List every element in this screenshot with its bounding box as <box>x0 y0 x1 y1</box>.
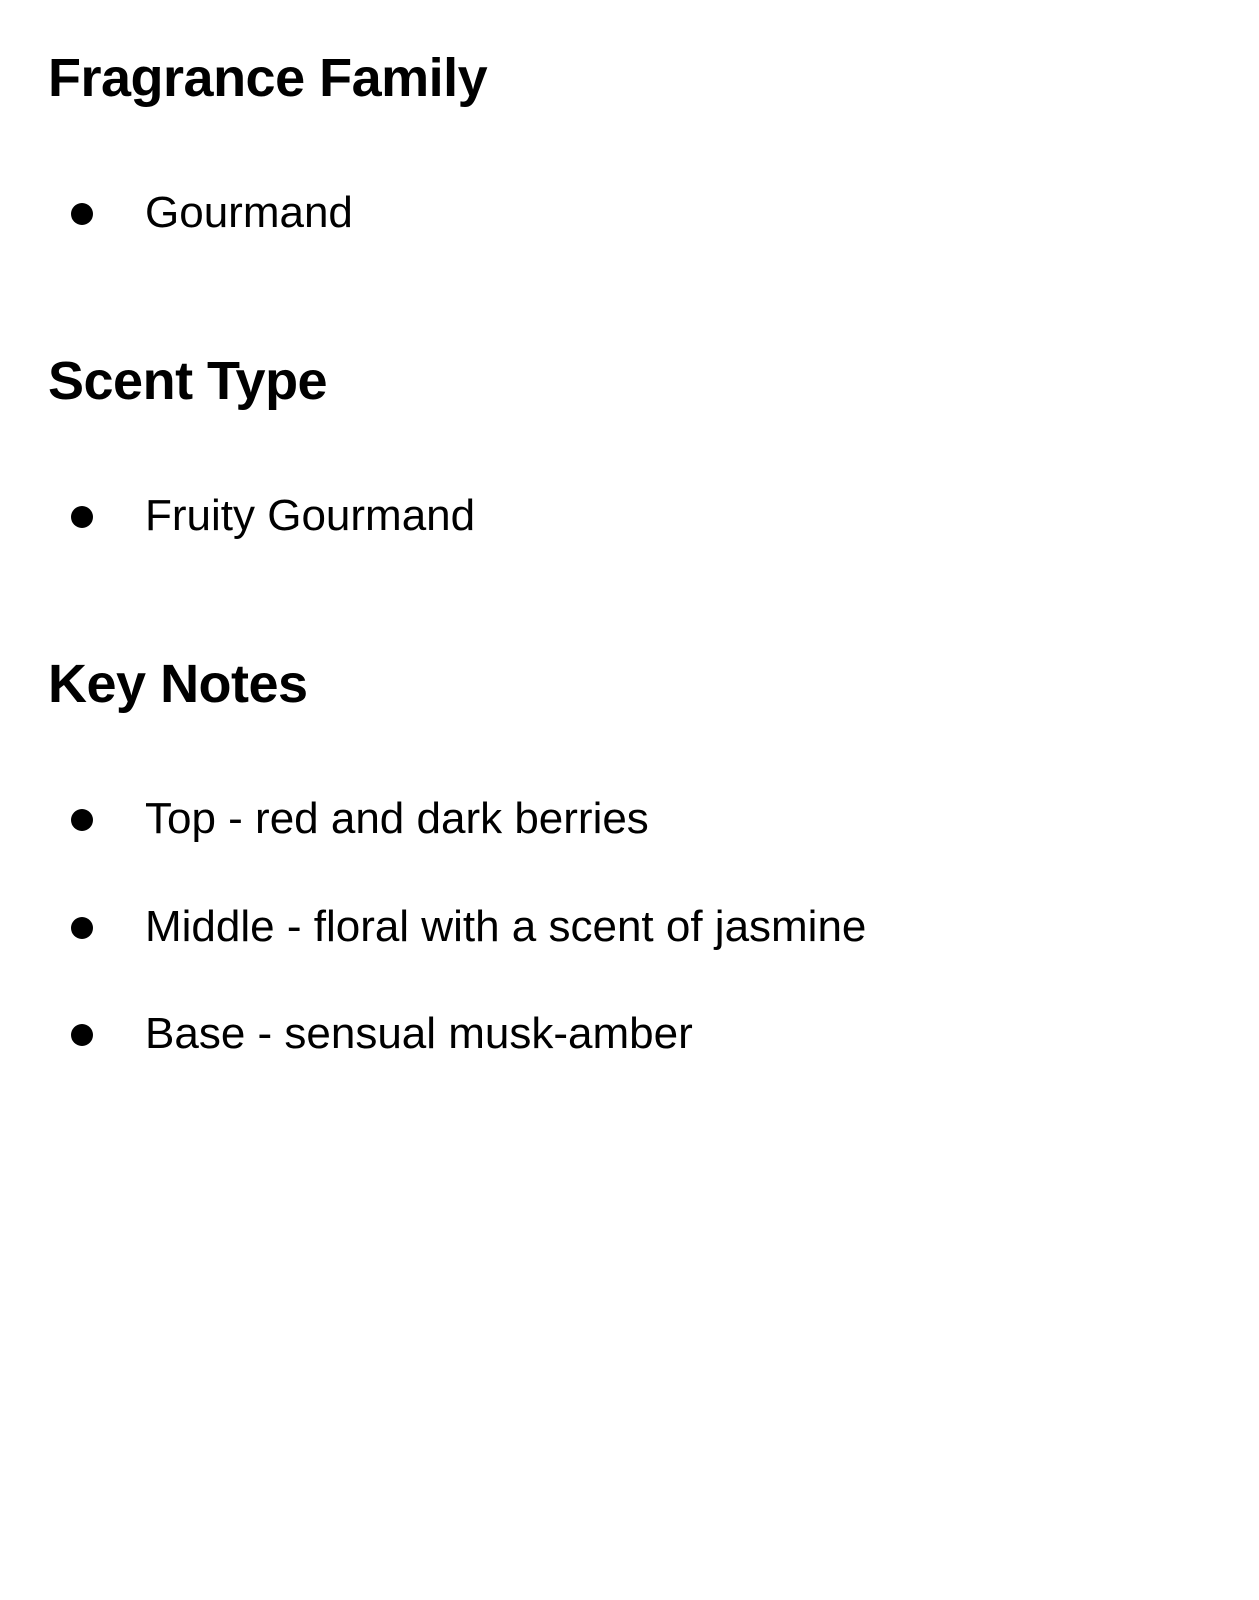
bullet-icon <box>71 506 93 528</box>
list-item <box>0 486 1259 540</box>
scent-type-heading: Scent Type <box>48 351 328 411</box>
list-item <box>0 183 1259 237</box>
bullet-icon <box>71 917 93 939</box>
bullet-icon <box>71 203 93 225</box>
list-item <box>0 1004 1259 1058</box>
bullet-icon <box>71 809 93 831</box>
key-note-base: Base - sensual musk-amber <box>145 1009 693 1058</box>
list-item <box>0 897 1259 951</box>
bullet-icon <box>71 1024 93 1046</box>
list-item <box>0 789 1259 843</box>
key-notes-heading: Key Notes <box>48 654 308 714</box>
key-note-top: Top - red and dark berries <box>145 794 649 843</box>
fragrance-family-value: Gourmand <box>145 188 353 237</box>
fragrance-family-heading: Fragrance Family <box>48 48 488 108</box>
key-note-middle: Middle - floral with a scent of jasmine <box>145 902 867 951</box>
scent-type-value: Fruity Gourmand <box>145 491 476 540</box>
